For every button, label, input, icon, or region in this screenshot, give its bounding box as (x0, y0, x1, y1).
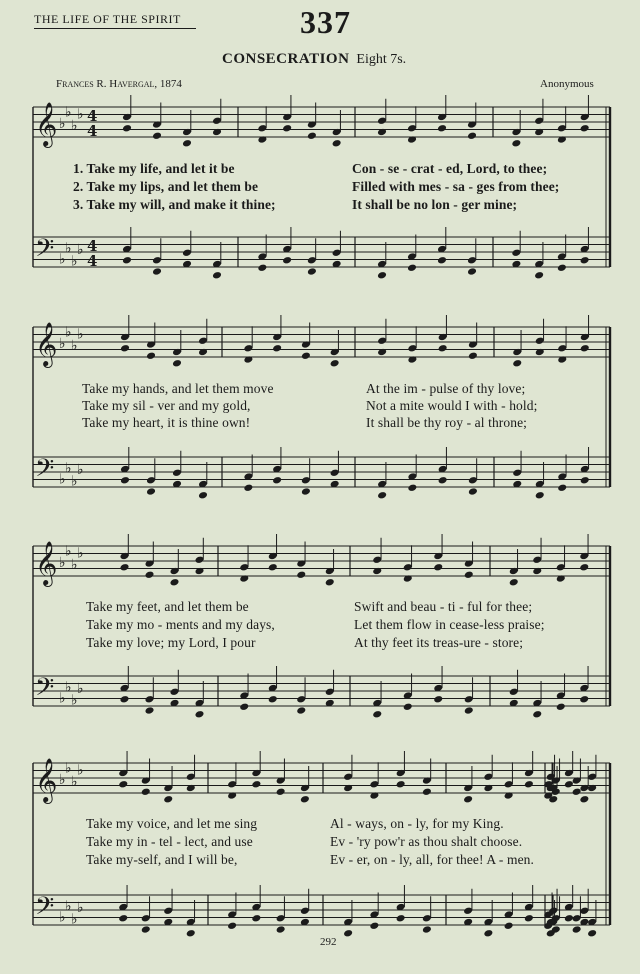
author-credit: Frances R. Havergal, 1874 (56, 78, 182, 90)
lyric-s4-v1-a: Take my voice, and let me sing (86, 816, 258, 831)
flat-sign: ♭ (65, 460, 72, 477)
flat-sign: ♭ (59, 115, 66, 132)
note-head (282, 256, 292, 265)
bass-clef: 𝄢 (35, 454, 55, 489)
bass-clef: 𝄢 (35, 892, 55, 927)
lyric-s4-v2-b: Ev - 'ry pow'r as thou shalt choose. (330, 834, 523, 849)
note-head (120, 344, 130, 353)
note-head (369, 921, 379, 930)
note-head (580, 256, 590, 265)
note-head (330, 359, 340, 368)
note-head (579, 695, 589, 704)
note-head (437, 124, 447, 133)
note-head (118, 780, 128, 789)
note-head (512, 359, 522, 368)
note-head (118, 914, 128, 923)
note-head (141, 925, 151, 934)
time-signature-bottom: 4 (87, 252, 98, 270)
note-head (467, 267, 477, 276)
note-head (579, 795, 589, 804)
flat-sign: ♭ (59, 771, 66, 788)
flat-sign: ♭ (65, 898, 72, 915)
note-head (572, 787, 582, 796)
flat-sign: ♭ (77, 762, 84, 779)
note-head (307, 267, 317, 276)
note-head (152, 131, 162, 140)
lyric-s1-v1-b: Con - se - crat - ed, Lord, to thee; (352, 161, 548, 176)
flat-sign: ♭ (59, 554, 66, 571)
note-head (307, 131, 317, 140)
flat-sign: ♭ (65, 760, 72, 777)
note-head (580, 344, 590, 353)
note-head (243, 483, 253, 492)
lyric-s4-v3-a: Take my-self, and I will be, (86, 852, 238, 867)
flat-sign: ♭ (71, 692, 78, 709)
note-head (535, 491, 545, 500)
note-head (438, 344, 448, 353)
note-head (396, 780, 406, 789)
lyric-s1-v2-a: 2. Take my lips, and let them be (73, 179, 259, 194)
note-head (564, 780, 574, 789)
note-head (377, 271, 387, 280)
note-head (122, 256, 132, 265)
note-head (464, 570, 474, 579)
note-head (557, 483, 567, 492)
flat-sign: ♭ (59, 690, 66, 707)
note-head (170, 578, 180, 587)
note-head (407, 483, 417, 492)
note-head (182, 139, 192, 148)
note-head (422, 787, 432, 796)
flat-sign: ♭ (65, 543, 72, 560)
note-head (172, 359, 182, 368)
lyric-s4-v1-b: Al - ways, on - ly, for my King. (330, 816, 504, 831)
note-head (141, 787, 151, 796)
treble-clef: 𝄞 (35, 102, 58, 146)
flat-sign: ♭ (77, 462, 84, 479)
note-head (152, 267, 162, 276)
lyric-s3-v3-b: At thy feet its treas-ure - store; (354, 635, 524, 650)
lyric-s2-v2-a: Take my sil - ver and my gold, (82, 398, 251, 413)
flat-sign: ♭ (59, 909, 66, 926)
note-head (145, 706, 155, 715)
lyric-s4-v3-b: Ev - er, on - ly, all, for thee! A - men. (330, 852, 534, 867)
note-head (532, 710, 542, 719)
note-head (437, 256, 447, 265)
note-head (251, 914, 261, 923)
note-head (396, 914, 406, 923)
note-head (163, 795, 173, 804)
note-head (325, 578, 335, 587)
note-head (556, 702, 566, 711)
note-head (557, 263, 567, 272)
note-head (300, 795, 310, 804)
flat-sign: ♭ (65, 679, 72, 696)
note-head (301, 351, 311, 360)
flat-sign: ♭ (71, 117, 78, 134)
note-head (572, 925, 582, 934)
note-head (296, 706, 306, 715)
note-head (483, 929, 493, 938)
note-head (301, 487, 311, 496)
lyric-s1-v1-a: 1. Take my life, and let it be (73, 161, 235, 176)
note-head (276, 925, 286, 934)
flat-sign: ♭ (77, 900, 84, 917)
treble-clef: 𝄞 (35, 322, 58, 366)
note-head (372, 710, 382, 719)
note-head (268, 563, 278, 572)
lyric-s2-v1-b: At the im - pulse of thy love; (366, 381, 526, 396)
note-head (534, 271, 544, 280)
tune-name: CONSECRATION (222, 51, 350, 67)
lyric-s2-v1-a: Take my hands, and let them move (82, 381, 274, 396)
lyric-s3-v1-a: Take my feet, and let them be (86, 599, 249, 614)
note-head (146, 487, 156, 496)
note-head (564, 914, 574, 923)
lyric-s2-v2-b: Not a mite would I with - hold; (366, 398, 538, 413)
note-head (343, 929, 353, 938)
note-head (524, 780, 534, 789)
note-head (587, 929, 597, 938)
lyric-s3-v2-b: Let them flow in cease-less praise; (354, 617, 545, 632)
flat-sign: ♭ (59, 471, 66, 488)
treble-clef: 𝄞 (35, 541, 58, 585)
note-head (403, 702, 413, 711)
time-signature-bottom: 4 (87, 122, 98, 140)
note-head (468, 487, 478, 496)
lyric-s2-v3-a: Take my heart, it is thine own! (82, 415, 251, 430)
time-signature-top: 4 (87, 107, 98, 125)
flat-sign: ♭ (65, 104, 72, 121)
note-head (272, 344, 282, 353)
note-head (120, 563, 130, 572)
note-head (239, 702, 249, 711)
note-head (504, 921, 514, 930)
note-head (509, 578, 519, 587)
lyric-s4-v2-a: Take my in - tel - lect, and use (86, 834, 253, 849)
note-head (212, 271, 222, 280)
bass-clef: 𝄢 (35, 234, 55, 269)
bass-clef: 𝄢 (35, 673, 55, 708)
meter: Eight 7s. (356, 52, 407, 67)
note-head (468, 351, 478, 360)
flat-sign: ♭ (65, 240, 72, 257)
flat-sign: ♭ (65, 324, 72, 341)
note-head (146, 351, 156, 360)
note-head (282, 124, 292, 133)
note-head (120, 476, 130, 485)
note-head (438, 476, 448, 485)
flat-sign: ♭ (59, 335, 66, 352)
note-head (227, 921, 237, 930)
note-head (332, 139, 342, 148)
note-head (422, 925, 432, 934)
note-head (377, 491, 387, 500)
note-head (524, 914, 534, 923)
lyric-s3-v1-b: Swift and beau - ti - ful for thee; (354, 599, 533, 614)
note-head (511, 139, 521, 148)
composer-credit: Anonymous (540, 78, 594, 90)
note-head (463, 795, 473, 804)
note-head (120, 695, 130, 704)
note-head (198, 491, 208, 500)
note-head (195, 710, 205, 719)
time-signature-top: 4 (87, 237, 98, 255)
note-head (276, 787, 286, 796)
flat-sign: ♭ (59, 251, 66, 268)
flat-sign: ♭ (71, 253, 78, 270)
flat-sign: ♭ (77, 326, 84, 343)
note-head (580, 124, 590, 133)
note-head (579, 563, 589, 572)
note-head (268, 695, 278, 704)
note-head (433, 695, 443, 704)
note-head (122, 124, 132, 133)
note-head (257, 263, 267, 272)
hymn-number: 337 (300, 4, 351, 40)
flat-sign: ♭ (71, 556, 78, 573)
lyric-s2-v3-b: It shall be thy roy - al throne; (366, 415, 528, 430)
flat-sign: ♭ (77, 106, 84, 123)
note-head (464, 706, 474, 715)
lyric-s1-v2-b: Filled with mes - sa - ges from thee; (352, 179, 560, 194)
note-head (580, 476, 590, 485)
note-head (467, 131, 477, 140)
section-title: THE LIFE OF THE SPIRIT (34, 12, 181, 26)
note-head (145, 570, 155, 579)
note-head (433, 563, 443, 572)
lyric-s3-v2-a: Take my mo - ments and my days, (86, 617, 275, 632)
lyric-s1-v3-a: 3. Take my will, and make it thine; (73, 197, 276, 212)
note-head (186, 929, 196, 938)
lyric-s1-v3-b: It shall be no lon - ger mine; (352, 197, 518, 212)
note-head (251, 780, 261, 789)
note-head (407, 263, 417, 272)
flat-sign: ♭ (77, 242, 84, 259)
flat-sign: ♭ (77, 681, 84, 698)
lyric-s3-v3-a: Take my love; my Lord, I pour (86, 635, 256, 650)
treble-clef: 𝄞 (35, 758, 58, 802)
flat-sign: ♭ (71, 473, 78, 490)
note-head (296, 570, 306, 579)
flat-sign: ♭ (71, 911, 78, 928)
flat-sign: ♭ (71, 337, 78, 354)
flat-sign: ♭ (77, 545, 84, 562)
flat-sign: ♭ (71, 773, 78, 790)
note-head (272, 476, 282, 485)
page-number: 292 (320, 936, 337, 948)
